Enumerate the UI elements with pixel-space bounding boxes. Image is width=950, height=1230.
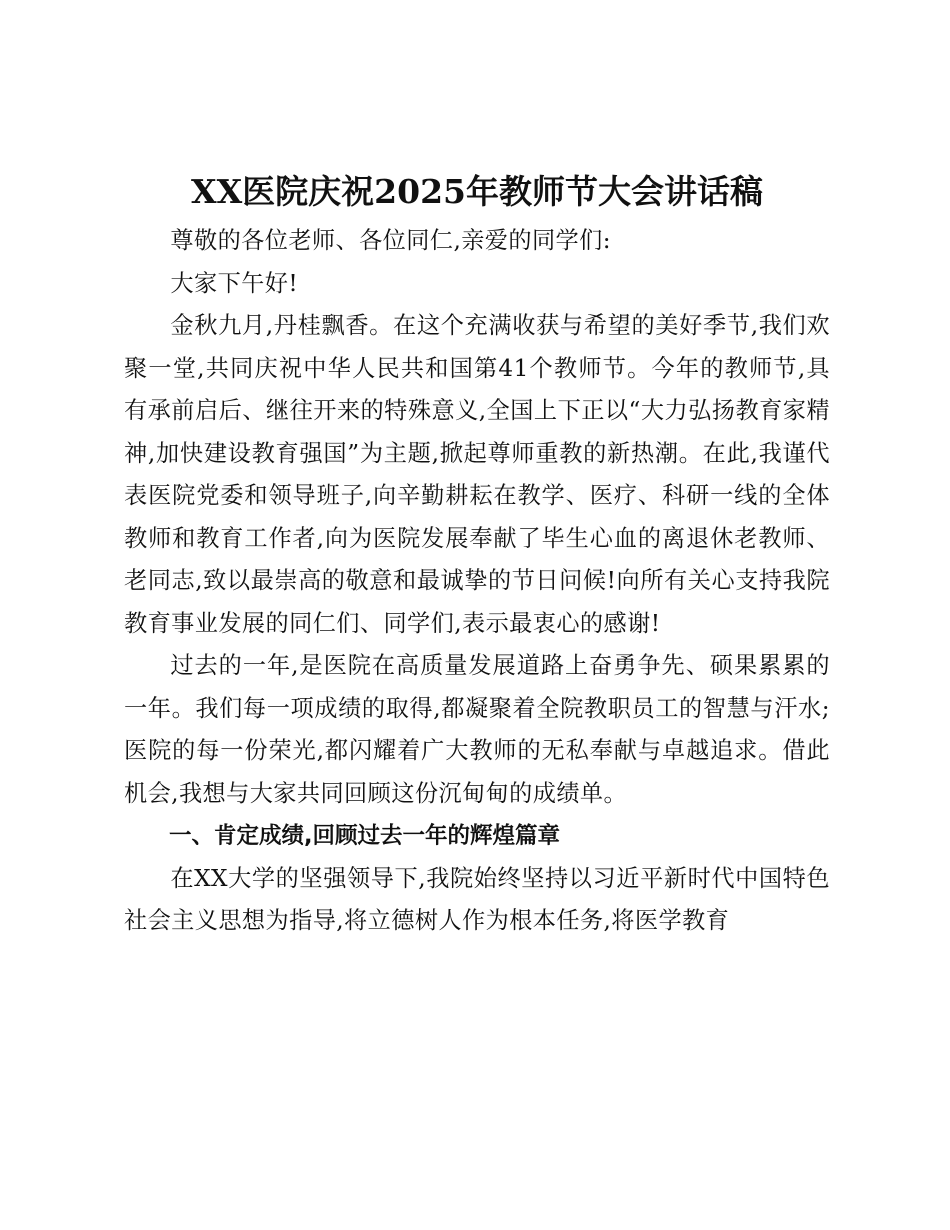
salutation: 尊敬的各位老师、各位同仁,亲爱的同学们:	[170, 227, 611, 254]
section-paragraph: 在XX大学的坚强领导下,我院始终坚持以习近平新时代中国特色社会主义思想为指导,将立德树人作为根本任务,将医学教育	[124, 864, 830, 934]
opening-paragraph: 金秋九月,丹桂飘香。在这个充满收获与希望的美好季节,我们欢聚一堂,共同庆祝中华人民共和国第41个教师节。今年的教师节,具有承前启后、继往开来的特殊意义,全国上下正以“大力弘扬教育家精神,加快建设教育强国”为主题,掀起尊师重教的新热潮。在此,我谨代表医院党委和领导班子,向辛勤耕耘在教学、医疗、科研一线的全体教师和教育工作者,向为医院发展奉献了毕生心血的离退休老教师、老同志,致以最崇高的敬意和最诚挚的节日问候!向所有关心支持我院教育事业发展的同仁们、同学们,表示最衷心的感谢!	[124, 312, 830, 637]
section-heading: 一、肯定成绩,回顾过去一年的辉煌篇章	[169, 823, 561, 849]
review-paragraph: 过去的一年,是医院在高质量发展道路上奋勇争先、硕果累累的一年。我们每一项成绩的取得,都凝聚着全院教职员工的智慧与汗水;医院的每一份荣光,都闪耀着广大教师的无私奉献与卓越追求。借此机会,我想与大家共同回顾这份沉甸甸的成绩单。	[124, 652, 830, 807]
greeting: 大家下午好!	[170, 269, 299, 297]
document-body	[124, 170, 830, 943]
document-title: XX医院庆祝2025年教师节大会讲话稿	[190, 172, 764, 211]
